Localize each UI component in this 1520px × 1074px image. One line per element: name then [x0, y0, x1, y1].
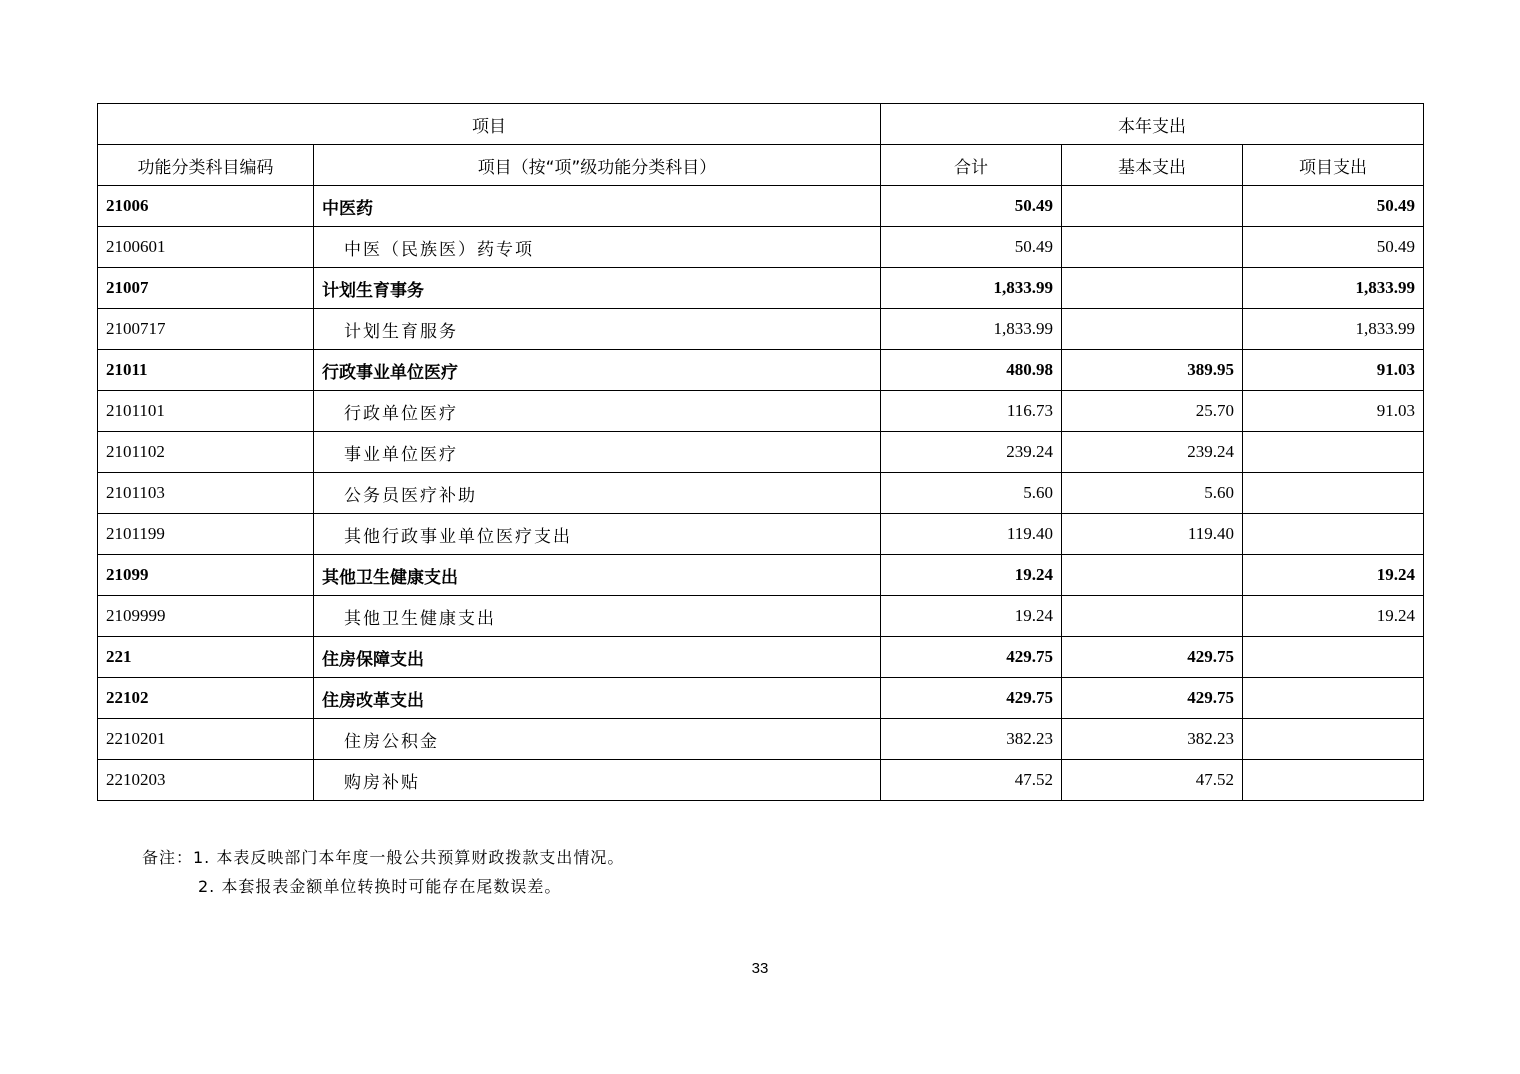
- cell-code: 21099: [98, 555, 314, 596]
- cell-basic-expense: [1062, 268, 1243, 309]
- header-function-code: 功能分类科目编码: [98, 145, 314, 186]
- note-line-2: 2. 本套报表金额单位转换时可能存在尾数误差。: [198, 877, 562, 896]
- cell-item-name: [314, 719, 881, 760]
- item-name-text: 住房公积金: [344, 731, 439, 752]
- cell-project-expense: 1,833.99: [1243, 309, 1424, 350]
- cell-item-name: [314, 596, 881, 637]
- cell-project-expense: 91.03: [1243, 350, 1424, 391]
- cell-basic-expense: [1062, 186, 1243, 227]
- cell-code: 2101102: [98, 432, 314, 473]
- cell-basic-expense: [1062, 555, 1243, 596]
- note-line-1: 备注：1. 本表反映部门本年度一般公共预算财政拨款支出情况。: [142, 848, 625, 867]
- table-row: [98, 719, 1424, 760]
- cell-total: 116.73: [881, 391, 1062, 432]
- item-name-text: 行政事业单位医疗: [322, 362, 458, 383]
- item-name-text: 其他卫生健康支出: [322, 567, 458, 588]
- cell-item-name: [314, 350, 881, 391]
- cell-code: 2109999: [98, 596, 314, 637]
- page-number: 33: [751, 960, 769, 977]
- cell-item-name: [314, 391, 881, 432]
- cell-item-name: [314, 227, 881, 268]
- cell-code: 2101101: [98, 391, 314, 432]
- header-item-name: 项目（按“项”级功能分类科目）: [314, 145, 881, 186]
- cell-basic-expense: 25.70: [1062, 391, 1243, 432]
- item-name-text: 中医药: [322, 198, 373, 219]
- cell-total: 50.49: [881, 186, 1062, 227]
- item-name-text: 行政单位医疗: [344, 403, 458, 424]
- table-row: [98, 678, 1424, 719]
- cell-code: 2210203: [98, 760, 314, 801]
- cell-basic-expense: 5.60: [1062, 473, 1243, 514]
- item-name-text: 计划生育事务: [322, 280, 424, 301]
- cell-item-name: [314, 432, 881, 473]
- table-row: [98, 227, 1424, 268]
- table-row: [98, 637, 1424, 678]
- cell-code: 2100601: [98, 227, 314, 268]
- cell-total: 480.98: [881, 350, 1062, 391]
- item-name-text: 中医（民族医）药专项: [344, 239, 534, 260]
- table-header-top-row: [98, 104, 1424, 145]
- cell-code: 22102: [98, 678, 314, 719]
- cell-total: 5.60: [881, 473, 1062, 514]
- table-row: [98, 268, 1424, 309]
- cell-item-name: [314, 473, 881, 514]
- cell-project-expense: 50.49: [1243, 227, 1424, 268]
- cell-project-expense: [1243, 473, 1424, 514]
- cell-item-name: [314, 555, 881, 596]
- header-basic-expense: 基本支出: [1062, 145, 1243, 186]
- cell-total: 50.49: [881, 227, 1062, 268]
- cell-total: 19.24: [881, 555, 1062, 596]
- item-name-text: 公务员医疗补助: [344, 485, 477, 506]
- item-name-text: 事业单位医疗: [344, 444, 458, 465]
- item-name-text: 住房改革支出: [322, 690, 424, 711]
- cell-project-expense: 91.03: [1243, 391, 1424, 432]
- cell-code: 2210201: [98, 719, 314, 760]
- cell-basic-expense: [1062, 309, 1243, 350]
- cell-code: 21011: [98, 350, 314, 391]
- table-row: [98, 186, 1424, 227]
- cell-total: 119.40: [881, 514, 1062, 555]
- cell-total: 429.75: [881, 637, 1062, 678]
- table-header-sub-row: [98, 145, 1424, 186]
- cell-total: 239.24: [881, 432, 1062, 473]
- table-row: [98, 391, 1424, 432]
- cell-code: 2101199: [98, 514, 314, 555]
- cell-project-expense: 19.24: [1243, 596, 1424, 637]
- cell-code: 21006: [98, 186, 314, 227]
- cell-item-name: [314, 678, 881, 719]
- cell-code: 2100717: [98, 309, 314, 350]
- cell-project-expense: [1243, 760, 1424, 801]
- cell-total: 1,833.99: [881, 309, 1062, 350]
- table-row: [98, 432, 1424, 473]
- cell-project-expense: [1243, 719, 1424, 760]
- cell-project-expense: 50.49: [1243, 186, 1424, 227]
- cell-item-name: [314, 760, 881, 801]
- header-total: 合计: [881, 145, 1062, 186]
- budget-expenditure-table: [97, 103, 1424, 801]
- table-notes: [142, 843, 624, 901]
- cell-project-expense: [1243, 432, 1424, 473]
- cell-total: 47.52: [881, 760, 1062, 801]
- cell-basic-expense: 389.95: [1062, 350, 1243, 391]
- cell-basic-expense: [1062, 227, 1243, 268]
- table-row: [98, 473, 1424, 514]
- cell-item-name: [314, 268, 881, 309]
- item-name-text: 住房保障支出: [322, 649, 424, 670]
- cell-code: 2101103: [98, 473, 314, 514]
- table-row: [98, 555, 1424, 596]
- header-current-year-expense: 本年支出: [881, 104, 1424, 145]
- table-row: [98, 350, 1424, 391]
- cell-basic-expense: 429.75: [1062, 678, 1243, 719]
- cell-project-expense: [1243, 514, 1424, 555]
- cell-item-name: [314, 309, 881, 350]
- cell-basic-expense: 119.40: [1062, 514, 1243, 555]
- table-row: [98, 760, 1424, 801]
- cell-total: 382.23: [881, 719, 1062, 760]
- cell-basic-expense: 239.24: [1062, 432, 1243, 473]
- cell-total: 429.75: [881, 678, 1062, 719]
- table-row: [98, 596, 1424, 637]
- cell-project-expense: 1,833.99: [1243, 268, 1424, 309]
- cell-basic-expense: [1062, 596, 1243, 637]
- cell-basic-expense: 47.52: [1062, 760, 1243, 801]
- header-project: 项目: [98, 104, 881, 145]
- table-row: [98, 514, 1424, 555]
- cell-basic-expense: 429.75: [1062, 637, 1243, 678]
- cell-project-expense: [1243, 637, 1424, 678]
- item-name-text: 其他行政事业单位医疗支出: [344, 526, 572, 547]
- cell-item-name: [314, 637, 881, 678]
- cell-project-expense: 19.24: [1243, 555, 1424, 596]
- cell-item-name: [314, 186, 881, 227]
- cell-total: 19.24: [881, 596, 1062, 637]
- table-body: [98, 186, 1424, 801]
- cell-code: 21007: [98, 268, 314, 309]
- header-project-expense: 项目支出: [1243, 145, 1424, 186]
- item-name-text: 计划生育服务: [344, 321, 458, 342]
- item-name-text: 购房补贴: [344, 772, 420, 793]
- cell-item-name: [314, 514, 881, 555]
- cell-total: 1,833.99: [881, 268, 1062, 309]
- cell-basic-expense: 382.23: [1062, 719, 1243, 760]
- item-name-text: 其他卫生健康支出: [344, 608, 496, 629]
- table-row: [98, 309, 1424, 350]
- cell-project-expense: [1243, 678, 1424, 719]
- cell-code: 221: [98, 637, 314, 678]
